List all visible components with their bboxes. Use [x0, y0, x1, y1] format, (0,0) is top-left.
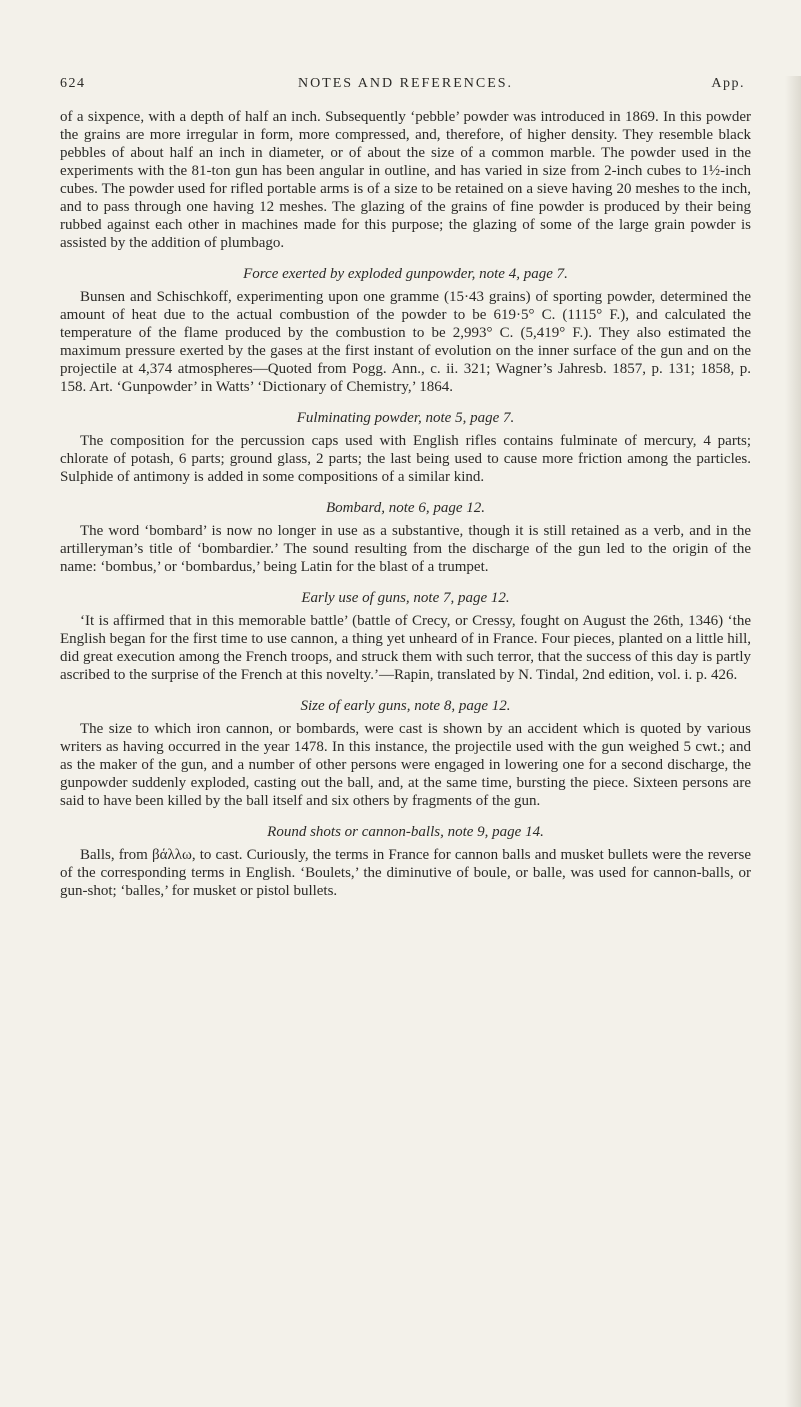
note-heading: Force exerted by exploded gunpowder, note 4, page 7. — [243, 266, 568, 282]
note-text: Balls, from βάλλω, to cast. Curiously, the terms in France for cannon balls and musket bullets were the reverse of the corresponding terms in English. ‘Boulets,’ the diminutive of boule, or balle, was used for cannon-balls, or gun-shot; ‘balles,’ for musket or pistol bullets. — [60, 847, 751, 899]
page-edge-shadow — [785, 76, 801, 1407]
page-body — [60, 108, 751, 900]
note-round-shots — [60, 823, 751, 900]
note-text: Bunsen and Schischkoff, experimenting upon one gramme (15·43 grains) of sporting powder, determined the amount of heat due to the actual combustion of the powder to be 619·5° C. (1115° F.), and calculated the temperature of the flame produced by the combustion to be 2,993° C. (5,419° F.). They also estimated the maximum pressure exerted by the gases at the first instant of evolution on the inner surface of the gun and on the projectile at 4,374 atmospheres—Quoted from Pogg. Ann., c. ii. 321; Wagner’s Jahresb. 1857, p. 131; 1858, p. 158. Art. ‘Gunpowder’ in Watts’ ‘Dictionary of Chemistry,’ 1864. — [60, 289, 751, 395]
note-size-of-early-guns — [60, 697, 751, 810]
note-heading: Size of early guns, note 8, page 12. — [300, 698, 511, 714]
note-heading: Early use of guns, note 7, page 12. — [301, 590, 510, 606]
note-early-use-of-guns — [60, 589, 751, 684]
note-text: ‘It is affirmed that in this memorable battle’ (battle of Crecy, or Cressy, fought on August the 26th, 1346) ‘the English began for the first time to use cannon, a thing yet unheard of in France. Four pieces, planted on a little hill, did great execution among the French troops, and struck them with such terror, that the success of this day is partly ascribed to the surprise of the French at this novelty.’—Rapin, translated by N. Tindal, 2nd edition, vol. i. p. 426. — [60, 613, 751, 683]
book-page — [0, 76, 801, 1407]
note-text: The word ‘bombard’ is now no longer in use as a substantive, though it is still retained as a verb, and in the artilleryman’s title of ‘bombardier.’ The sound resulting from the discharge of the gun led to the origin of the name: ‘bombus,’ or ‘bombardus,’ being Latin for the blast of a trumpet. — [60, 523, 751, 575]
note-fulminating-powder — [60, 409, 751, 486]
opening-paragraph: of a sixpence, with a depth of half an inch. Subsequently ‘pebble’ powder was introduced in 1869. In this powder the grains are more irregular in form, more compressed, and, therefore, of higher density. They resemble black pebbles of about half an inch in diameter, or of about the size of a common marble. The powder used in the experiments with the 81-ton gun has been angular in outline, and has varied in size from 2-inch cubes to 1½-inch cubes. The powder used for rifled portable arms is of a size to be retained on a sieve having 20 meshes to the inch, and to pass through one having 12 meshes. The glazing of the grains of fine powder is produced by their being rubbed against each other in machines made for this purpose; the glazing of some of the large grain powder is assisted by the addition of plumbago. — [60, 109, 751, 251]
note-force-exerted — [60, 265, 751, 396]
note-heading: Fulminating powder, note 5, page 7. — [296, 410, 515, 426]
section-abbreviation: App. — [711, 76, 745, 91]
page-number: 624 — [60, 76, 86, 91]
note-heading: Bombard, note 6, page 12. — [325, 500, 485, 516]
running-title: NOTES AND REFERENCES. — [297, 76, 514, 91]
note-heading: Round shots or cannon-balls, note 9, page 14. — [267, 824, 544, 840]
running-header — [60, 76, 751, 102]
note-text: The size to which iron cannon, or bombards, were cast is shown by an accident which is quoted by various writers as having occurred in the year 1478. In this instance, the projectile used with the gun weighed 5 cwt.; and as the maker of the gun, and a number of other persons were engaged in lowering one for a second discharge, the gunpowder suddenly exploded, casting out the ball, and, at the same time, bursting the piece. Sixteen persons are said to have been killed by the ball itself and six others by fragments of the gun. — [60, 721, 751, 809]
note-text: The composition for the percussion caps used with English rifles contains fulminate of mercury, 4 parts; chlorate of potash, 6 parts; ground glass, 2 parts; the last being used to cause more friction among the particles. Sulphide of antimony is added in some compositions of a similar kind. — [60, 433, 751, 485]
note-bombard — [60, 499, 751, 576]
